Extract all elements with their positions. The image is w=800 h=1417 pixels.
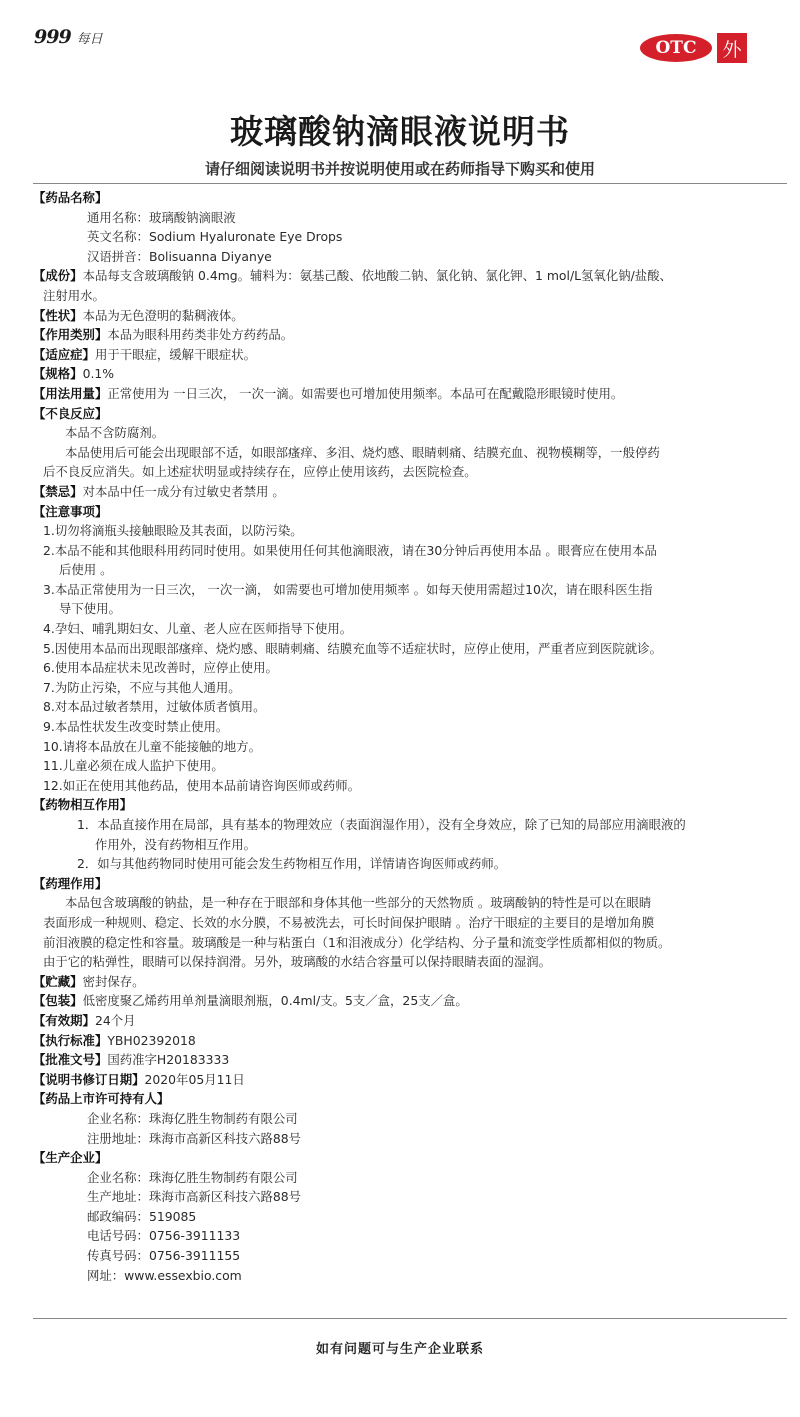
text-line: [33, 1050, 787, 1070]
line-text: 注册地址：珠海市高新区科技六路88号: [87, 1130, 302, 1146]
text-line: [33, 462, 787, 482]
text-line: [33, 893, 787, 913]
text-line: [33, 325, 787, 345]
text-line: [33, 404, 787, 424]
line-text: 11.儿童必须在成人监护下使用。: [43, 758, 224, 774]
section-label: 【性状】: [33, 307, 83, 323]
section-label: 【适应症】: [33, 346, 95, 362]
section-label: 【规格】: [33, 366, 83, 382]
text-line: [33, 1207, 787, 1227]
text-line: [33, 639, 787, 659]
line-text: 国药准字H20183333: [107, 1052, 230, 1068]
text-line: [33, 580, 787, 600]
line-text: 本品为无色澄明的黏稠液体。: [82, 307, 244, 323]
text-line: [33, 541, 787, 561]
line-text: 生产地址：珠海市高新区科技六路88号: [87, 1189, 302, 1205]
text-line: [33, 247, 787, 267]
section-label: 【说明书修订日期】: [33, 1071, 145, 1087]
text-line: [33, 697, 787, 717]
line-text: 后使用 。: [59, 562, 113, 578]
text-line: [33, 227, 787, 247]
line-text: 低密度聚乙烯药用单剂量滴眼剂瓶，0.4ml/支。5支／盒，25支／盒。: [82, 993, 468, 1009]
line-text: 本品每支含玻璃酸钠 0.4mg。辅料为：氨基己酸、依地酸二钠、氯化钠、氯化钾、1 mol/L氢氧化钠/盐酸、: [82, 268, 672, 284]
line-text: 电话号码：0756-3911133: [87, 1228, 241, 1244]
text-line: [33, 874, 787, 894]
text-line: [33, 208, 787, 228]
section-heading: 【药理作用】: [33, 875, 108, 891]
text-line: [33, 776, 787, 796]
text-line: [33, 482, 787, 502]
line-text: 注射用水。: [43, 287, 105, 303]
text-line: [33, 913, 787, 933]
text-line: [33, 266, 787, 286]
otc-type-label: 外: [717, 33, 747, 63]
section-heading: 【注意事项】: [33, 503, 108, 519]
bottom-divider: [33, 1318, 787, 1319]
text-line: [33, 384, 787, 404]
line-text: 6.使用本品症状未见改善时，应停止使用。: [43, 660, 278, 676]
text-line: [33, 560, 787, 580]
line-text: 本品包含玻璃酸的钠盐，是一种存在于眼部和身体其他一些部分的天然物质 。玻璃酸钠的特性是可以在眼睛: [65, 895, 652, 911]
line-text: 网址：www.essexbio.com: [87, 1267, 242, 1283]
text-line: [33, 933, 787, 953]
line-text: 10.请将本品放在儿童不能接触的地方。: [43, 738, 261, 754]
line-text: 本品不含防腐剂。: [65, 425, 165, 441]
text-line: [33, 737, 787, 757]
line-text: 本品使用后可能会出现眼部不适，如眼部瘙痒、多泪、烧灼感、眼睛刺痛、结膜充血、视物模糊等，一般停药: [65, 444, 660, 460]
footer-note: 如有问题可与生产企业联系: [315, 1342, 484, 1357]
brand-logo: [34, 26, 103, 48]
line-text: 传真号码：0756-3911155: [87, 1248, 241, 1264]
line-text: 作用外，没有药物相互作用。: [95, 836, 257, 852]
line-text: 企业名称：珠海亿胜生物制药有限公司: [87, 1169, 298, 1185]
text-line: [33, 502, 787, 522]
section-label: 【禁忌】: [33, 483, 83, 499]
text-line: [33, 1168, 787, 1188]
top-divider: [33, 183, 787, 184]
text-line: [33, 717, 787, 737]
text-line: [33, 972, 787, 992]
line-text: 2.本品不能和其他眼科用药同时使用。如果使用任何其他滴眼液，请在30分钟后再使用本品 。眼膏应在使用本品: [43, 542, 657, 558]
section-heading: 【不良反应】: [33, 405, 108, 421]
text-line: [33, 188, 787, 208]
section-label: 【包装】: [33, 993, 83, 1009]
text-line: [33, 1070, 787, 1090]
line-text: 汉语拼音：Bolisuanna Diyanye: [87, 248, 272, 264]
line-text: 企业名称：珠海亿胜生物制药有限公司: [87, 1110, 298, 1126]
line-text: 导下使用。: [59, 601, 121, 617]
text-line: [33, 678, 787, 698]
text-line: [33, 1187, 787, 1207]
document-title: 玻璃酸钠滴眼液说明书: [230, 112, 570, 151]
line-text: 对本品中任一成分有过敏史者禁用 。: [82, 483, 285, 499]
line-text: 由于它的粘弹性，眼睛可以保持润滑。另外，玻璃酸的水结合容量可以保持眼睛表面的湿润。: [43, 954, 552, 970]
line-text: 7.为防止污染，不应与其他人通用。: [43, 679, 241, 695]
line-text: 本品为眼科用药类非处方药药品。: [107, 327, 294, 343]
line-text: 2020年05月11日: [144, 1071, 245, 1087]
text-line: [33, 815, 787, 835]
text-line: [33, 1266, 787, 1286]
otc-label: OTC: [640, 34, 712, 62]
text-line: [33, 952, 787, 972]
text-line: [33, 599, 787, 619]
brand-name: 每日: [76, 32, 103, 47]
text-line: [33, 345, 787, 365]
line-text: 通用名称：玻璃酸钠滴眼液: [87, 209, 236, 225]
line-text: 密封保存。: [82, 973, 145, 989]
text-line: [33, 1031, 787, 1051]
line-text: 1．本品直接作用在局部，具有基本的物理效应（表面润湿作用），没有全身效应，除了已知的局部应用滴眼液的: [77, 817, 686, 832]
line-text: 4.孕妇、哺乳期妇女、儿童、老人应在医师指导下使用。: [43, 621, 353, 637]
brand-number: 999: [34, 26, 71, 48]
text-line: [33, 1089, 787, 1109]
text-line: [33, 423, 787, 443]
text-line: [33, 1148, 787, 1168]
text-line: [33, 1109, 787, 1129]
section-label: 【执行标准】: [33, 1032, 108, 1048]
section-label: 【成份】: [33, 268, 83, 284]
text-line: [33, 619, 787, 639]
line-text: 前泪液膜的稳定性和容量。玻璃酸是一种与粘蛋白（1和泪液成分）化学结构、分子量和流变学性质都相似的物质。: [43, 934, 671, 950]
line-text: 后不良反应消失。如上述症状明显或持续存在，应停止使用该药，去医院检查。: [43, 464, 477, 480]
text-line: [33, 364, 787, 384]
text-line: [33, 658, 787, 678]
text-line: [33, 306, 787, 326]
section-heading: 【生产企业】: [33, 1150, 108, 1166]
line-text: 0.1%: [82, 366, 115, 382]
line-text: 3.本品正常使用为一日三次， 一次一滴， 如需要也可增加使用频率 。如每天使用需超过10次，请在眼科医生指: [43, 581, 653, 597]
line-text: 用于干眼症，缓解干眼症状。: [94, 346, 257, 362]
line-text: 英文名称：Sodium Hyaluronate Eye Drops: [87, 229, 343, 245]
line-text: 正常使用为 一日三次， 一次一滴。如需要也可增加使用频率。本品可在配戴隐形眼镜时使用。: [107, 385, 624, 401]
section-label: 【用法用量】: [33, 385, 108, 401]
section-heading: 【药品上市许可持有人】: [33, 1091, 170, 1107]
leaflet-body: [33, 188, 787, 1285]
text-line: [33, 521, 787, 541]
text-line: [33, 443, 787, 463]
text-line: [33, 756, 787, 776]
text-line: [33, 286, 787, 306]
line-text: 表面形成一种规则、稳定、长效的水分膜，不易被洗去，可长时间保护眼睛 。治疗干眼症的主要目的是增加角膜: [43, 914, 655, 930]
text-line: [33, 1011, 787, 1031]
line-text: 2．如与其他药物同时使用可能会发生药物相互作用，详情请咨询医师或药师。: [77, 856, 507, 872]
line-text: 8.对本品过敏者禁用，过敏体质者慎用。: [43, 699, 266, 715]
line-text: 5.因使用本品而出现眼部瘙痒、烧灼感、眼睛刺痛、结膜充血等不适症状时，应停止使用，严重者应到医院就诊。: [43, 640, 662, 656]
document-subtitle: 请仔细阅读说明书并按说明使用或在药师指导下购买和使用: [204, 160, 595, 178]
section-label: 【有效期】: [33, 1012, 95, 1028]
text-line: [33, 835, 787, 855]
text-line: [33, 795, 787, 815]
line-text: 邮政编码：519085: [87, 1208, 197, 1224]
line-text: 1.切勿将滴瓶头接触眼睑及其表面，以防污染。: [43, 523, 303, 539]
otc-badge: [640, 33, 747, 63]
text-line: [33, 854, 787, 874]
section-heading: 【药物相互作用】: [33, 797, 133, 813]
line-text: 24个月: [94, 1012, 136, 1028]
section-label: 【作用类别】: [33, 327, 108, 343]
text-line: [33, 1129, 787, 1149]
line-text: YBH02392018: [107, 1032, 196, 1048]
line-text: 9.本品性状发生改变时禁止使用。: [43, 719, 229, 735]
section-label: 【批准文号】: [33, 1052, 108, 1068]
line-text: 12.如正在使用其他药品，使用本品前请咨询医师或药师。: [43, 777, 361, 793]
text-line: [33, 1226, 787, 1246]
text-line: [33, 1246, 787, 1266]
section-label: 【贮藏】: [33, 973, 83, 989]
text-line: [33, 991, 787, 1011]
section-heading: 【药品名称】: [33, 190, 108, 205]
